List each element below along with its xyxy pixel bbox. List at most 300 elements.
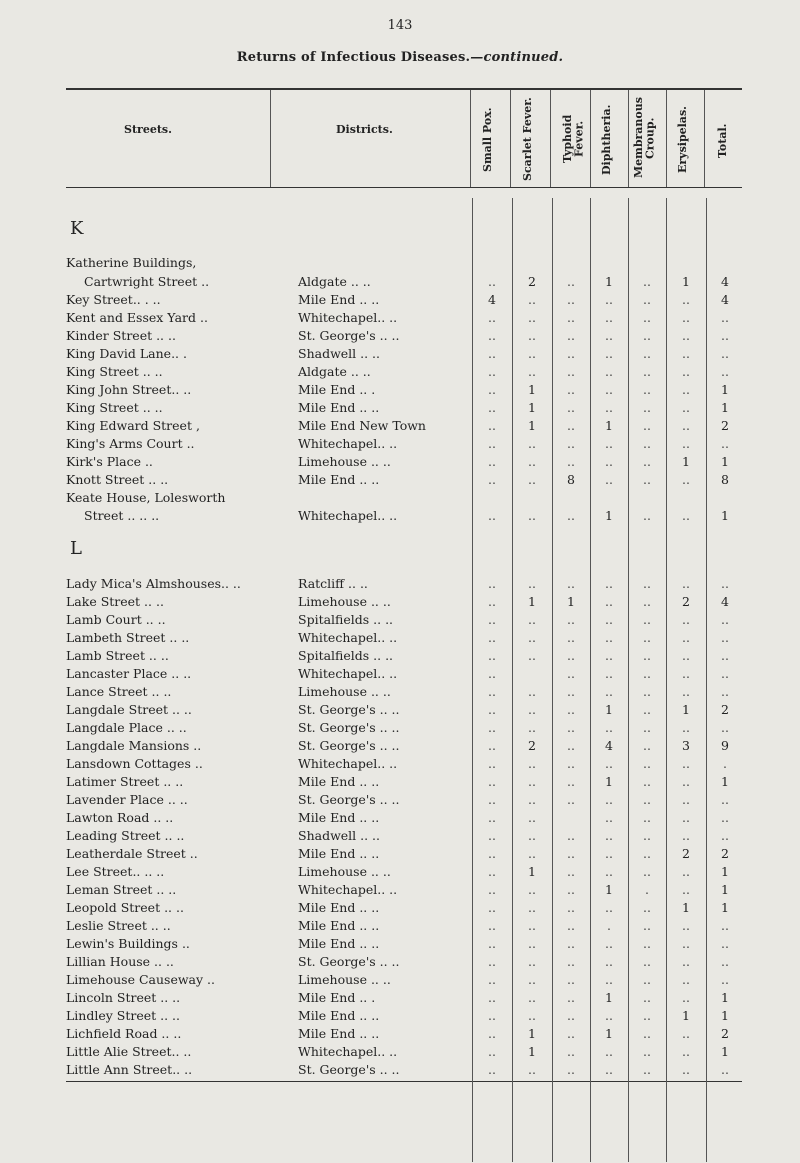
diphtheria-count: .. xyxy=(605,828,613,843)
small-pox-count: .. xyxy=(488,936,496,951)
small-pox-count: .. xyxy=(488,954,496,969)
diphtheria-count: 1 xyxy=(605,508,613,523)
diphtheria-count: 1 xyxy=(605,702,613,717)
typhoid-fever-count: .. xyxy=(567,864,575,879)
membranous-croup-count: .. xyxy=(643,576,651,591)
membranous-croup-count: .. xyxy=(643,720,651,735)
typhoid-fever-count: .. xyxy=(567,1044,575,1059)
scarlet-fever-count: .. xyxy=(528,702,536,717)
header-scarlet-fever: Scarlet Fever. xyxy=(521,97,534,181)
table-row xyxy=(0,882,800,900)
total-count: 1 xyxy=(721,382,729,397)
small-pox-count: .. xyxy=(488,990,496,1005)
street-name: Lewin's Buildings .. xyxy=(66,936,190,951)
total-count: .. xyxy=(721,918,729,933)
district-name: St. George's .. .. xyxy=(298,328,400,343)
typhoid-fever-count: .. xyxy=(567,936,575,951)
street-name: Latimer Street .. .. xyxy=(66,774,184,789)
table-row xyxy=(0,684,800,702)
small-pox-count: .. xyxy=(488,1062,496,1077)
membranous-croup-count: .. xyxy=(643,274,651,289)
membranous-croup-count: .. xyxy=(643,612,651,627)
membranous-croup-count: .. xyxy=(643,1008,651,1023)
total-count: .. xyxy=(721,720,729,735)
district-name: Aldgate .. .. xyxy=(298,274,371,289)
district-name: Mile End .. .. xyxy=(298,1008,380,1023)
typhoid-fever-count: .. xyxy=(567,684,575,699)
table-row xyxy=(0,508,800,526)
scarlet-fever-count: 2 xyxy=(528,274,536,289)
scarlet-fever-count: 1 xyxy=(528,594,536,609)
membranous-croup-count: .. xyxy=(643,364,651,379)
district-name: Mile End .. .. xyxy=(298,900,380,915)
typhoid-fever-count: .. xyxy=(567,310,575,325)
membranous-croup-count: .. xyxy=(643,630,651,645)
erysipelas-count: .. xyxy=(682,648,690,663)
diphtheria-count: .. xyxy=(605,900,613,915)
small-pox-count: .. xyxy=(488,310,496,325)
section-letter: K xyxy=(70,218,84,239)
typhoid-fever-count: .. xyxy=(567,382,575,397)
scarlet-fever-count: .. xyxy=(528,1062,536,1077)
table-row xyxy=(0,310,800,328)
membranous-croup-count: .. xyxy=(643,846,651,861)
typhoid-fever-count: .. xyxy=(567,612,575,627)
scarlet-fever-count: .. xyxy=(528,576,536,591)
diphtheria-count: 1 xyxy=(605,990,613,1005)
scarlet-fever-count: .. xyxy=(528,472,536,487)
typhoid-fever-count: .. xyxy=(567,630,575,645)
scarlet-fever-count: .. xyxy=(528,918,536,933)
typhoid-fever-count: 8 xyxy=(567,472,575,487)
typhoid-fever-count: .. xyxy=(567,454,575,469)
total-count: .. xyxy=(721,630,729,645)
section-letter: L xyxy=(70,538,82,559)
district-name: Mile End .. .. xyxy=(298,1026,380,1041)
district-name: Mile End New Town xyxy=(298,418,426,433)
district-name: Spitalfields .. .. xyxy=(298,648,394,663)
street-name: Langdale Street .. .. xyxy=(66,702,192,717)
diphtheria-count: .. xyxy=(605,472,613,487)
street-name: King Edward Street , xyxy=(66,418,200,433)
membranous-croup-count: .. xyxy=(643,810,651,825)
erysipelas-count: .. xyxy=(682,436,690,451)
total-count: .. xyxy=(721,792,729,807)
table-row xyxy=(0,972,800,990)
small-pox-count: .. xyxy=(488,720,496,735)
scarlet-fever-count: 1 xyxy=(528,1044,536,1059)
membranous-croup-count: .. xyxy=(643,828,651,843)
table-row xyxy=(0,648,800,666)
total-count: .. xyxy=(721,936,729,951)
street-name: Kent and Essex Yard .. xyxy=(66,310,208,325)
table-row xyxy=(0,918,800,936)
typhoid-fever-count: .. xyxy=(567,274,575,289)
erysipelas-count: .. xyxy=(682,918,690,933)
diphtheria-count: .. xyxy=(605,630,613,645)
scarlet-fever-count: .. xyxy=(528,954,536,969)
diphtheria-count: .. xyxy=(605,648,613,663)
total-count: 1 xyxy=(721,1008,729,1023)
table-row xyxy=(0,328,800,346)
scarlet-fever-count: .. xyxy=(528,328,536,343)
table-row xyxy=(0,810,800,828)
small-pox-count: .. xyxy=(488,400,496,415)
erysipelas-count: .. xyxy=(682,400,690,415)
street-name: Langdale Mansions .. xyxy=(66,738,202,753)
membranous-croup-count: .. xyxy=(643,310,651,325)
membranous-croup-count: .. xyxy=(643,472,651,487)
erysipelas-count: .. xyxy=(682,882,690,897)
total-count: 4 xyxy=(721,292,729,307)
erysipelas-count: .. xyxy=(682,418,690,433)
district-name: Mile End .. . xyxy=(298,382,376,397)
erysipelas-count: .. xyxy=(682,810,690,825)
total-count: 2 xyxy=(721,1026,729,1041)
erysipelas-count: .. xyxy=(682,576,690,591)
diphtheria-count: .. xyxy=(605,810,613,825)
small-pox-count: .. xyxy=(488,810,496,825)
erysipelas-count: .. xyxy=(682,472,690,487)
typhoid-fever-count: .. xyxy=(567,418,575,433)
erysipelas-count: 2 xyxy=(682,594,690,609)
district-name: Shadwell .. .. xyxy=(298,346,381,361)
small-pox-count: .. xyxy=(488,576,496,591)
membranous-croup-count: .. xyxy=(643,400,651,415)
header-divider xyxy=(550,90,551,187)
total-count: .. xyxy=(721,364,729,379)
table-row xyxy=(0,594,800,612)
total-count: .. xyxy=(721,576,729,591)
erysipelas-count: .. xyxy=(682,310,690,325)
typhoid-fever-count: .. xyxy=(567,400,575,415)
typhoid-fever-count: .. xyxy=(567,972,575,987)
district-name: Whitechapel.. .. xyxy=(298,882,398,897)
typhoid-fever-count: .. xyxy=(567,364,575,379)
erysipelas-count: .. xyxy=(682,774,690,789)
small-pox-count: .. xyxy=(488,882,496,897)
typhoid-fever-count: .. xyxy=(567,648,575,663)
diphtheria-count: 1 xyxy=(605,418,613,433)
header-erysipelas: Erysipelas. xyxy=(676,106,689,174)
typhoid-fever-count: .. xyxy=(567,918,575,933)
small-pox-count: .. xyxy=(488,972,496,987)
erysipelas-count: .. xyxy=(682,612,690,627)
table-row xyxy=(0,666,800,684)
header-total: Total. xyxy=(716,123,729,159)
total-count: 1 xyxy=(721,900,729,915)
scarlet-fever-count: .. xyxy=(528,684,536,699)
district-name: Mile End .. .. xyxy=(298,810,380,825)
street-name: Keate House, Lolesworth xyxy=(66,490,226,505)
typhoid-fever-count: .. xyxy=(567,954,575,969)
typhoid-fever-count: .. xyxy=(567,1008,575,1023)
district-name: Whitechapel.. .. xyxy=(298,436,398,451)
small-pox-count: .. xyxy=(488,1008,496,1023)
scarlet-fever-count: 1 xyxy=(528,382,536,397)
small-pox-count: .. xyxy=(488,828,496,843)
table-row xyxy=(0,792,800,810)
diphtheria-count: .. xyxy=(605,864,613,879)
total-count: .. xyxy=(721,1062,729,1077)
small-pox-count: .. xyxy=(488,756,496,771)
small-pox-count: .. xyxy=(488,648,496,663)
table-row xyxy=(0,756,800,774)
small-pox-count: 4 xyxy=(488,292,496,307)
table-row xyxy=(0,1008,800,1026)
total-count: .. xyxy=(721,972,729,987)
small-pox-count: .. xyxy=(488,900,496,915)
erysipelas-count: .. xyxy=(682,508,690,523)
erysipelas-count: .. xyxy=(682,328,690,343)
membranous-croup-count: .. xyxy=(643,328,651,343)
typhoid-fever-count: .. xyxy=(567,792,575,807)
district-name: Mile End .. .. xyxy=(298,936,380,951)
typhoid-fever-count: .. xyxy=(567,666,575,681)
street-name: Lillian House .. .. xyxy=(66,954,174,969)
header-diphtheria: Diphtheria. xyxy=(600,104,613,176)
diphtheria-count: .. xyxy=(605,972,613,987)
street-name: Cartwright Street .. xyxy=(84,274,210,289)
table-bottom-rule xyxy=(66,1081,742,1082)
diphtheria-count: .. xyxy=(605,400,613,415)
total-count: 1 xyxy=(721,400,729,415)
small-pox-count: .. xyxy=(488,864,496,879)
erysipelas-count: 1 xyxy=(682,702,690,717)
district-name: Mile End .. .. xyxy=(298,292,380,307)
district-name: Whitechapel.. .. xyxy=(298,1044,398,1059)
district-name: St. George's .. .. xyxy=(298,702,400,717)
small-pox-count: .. xyxy=(488,508,496,523)
membranous-croup-count: .. xyxy=(643,648,651,663)
scarlet-fever-count: .. xyxy=(528,310,536,325)
district-name: Mile End .. .. xyxy=(298,918,380,933)
typhoid-fever-count: .. xyxy=(567,576,575,591)
district-name: St. George's .. .. xyxy=(298,720,400,735)
diphtheria-count: 1 xyxy=(605,274,613,289)
scarlet-fever-count: .. xyxy=(528,436,536,451)
header-divider xyxy=(666,90,667,187)
membranous-croup-count: .. xyxy=(643,508,651,523)
diphtheria-count: .. xyxy=(605,382,613,397)
membranous-croup-count: .. xyxy=(643,454,651,469)
diphtheria-count: .. xyxy=(605,292,613,307)
total-count: .. xyxy=(721,310,729,325)
total-count: .. xyxy=(721,828,729,843)
total-count: .. xyxy=(721,328,729,343)
street-name: King David Lane.. . xyxy=(66,346,187,361)
small-pox-count: .. xyxy=(488,1026,496,1041)
total-count: 1 xyxy=(721,1044,729,1059)
erysipelas-count: 1 xyxy=(682,900,690,915)
total-count: .. xyxy=(721,612,729,627)
diphtheria-count: .. xyxy=(605,436,613,451)
typhoid-fever-count: .. xyxy=(567,846,575,861)
membranous-croup-count: .. xyxy=(643,1044,651,1059)
header-divider xyxy=(590,90,591,187)
district-name: Whitechapel.. .. xyxy=(298,508,398,523)
erysipelas-count: .. xyxy=(682,292,690,307)
scarlet-fever-count: .. xyxy=(528,972,536,987)
street-name: Leading Street .. .. xyxy=(66,828,185,843)
scarlet-fever-count: .. xyxy=(528,900,536,915)
table-row xyxy=(0,846,800,864)
table-row xyxy=(0,1026,800,1044)
erysipelas-count: .. xyxy=(682,936,690,951)
district-name: Whitechapel.. .. xyxy=(298,310,398,325)
street-name: Leslie Street .. .. xyxy=(66,918,171,933)
membranous-croup-count: .. xyxy=(643,684,651,699)
typhoid-fever-count: .. xyxy=(567,328,575,343)
street-name: Lancaster Place .. .. xyxy=(66,666,192,681)
district-name: Whitechapel.. .. xyxy=(298,630,398,645)
membranous-croup-count: .. xyxy=(643,972,651,987)
district-name: Mile End .. .. xyxy=(298,400,380,415)
table-row xyxy=(0,436,800,454)
district-name: St. George's .. .. xyxy=(298,792,400,807)
diphtheria-count: .. xyxy=(605,936,613,951)
small-pox-count: .. xyxy=(488,846,496,861)
typhoid-fever-count: .. xyxy=(567,508,575,523)
membranous-croup-count: .. xyxy=(643,1062,651,1077)
typhoid-fever-count: .. xyxy=(567,702,575,717)
header-divider xyxy=(270,90,271,187)
street-name: Kirk's Place .. xyxy=(66,454,153,469)
header-divider xyxy=(510,90,511,187)
scarlet-fever-count: 1 xyxy=(528,1026,536,1041)
table-row xyxy=(0,612,800,630)
typhoid-fever-count: .. xyxy=(567,346,575,361)
diphtheria-count: .. xyxy=(605,1062,613,1077)
total-count: .. xyxy=(721,954,729,969)
scarlet-fever-count: .. xyxy=(528,936,536,951)
district-name: Ratcliff .. .. xyxy=(298,576,368,591)
total-count: 4 xyxy=(721,594,729,609)
small-pox-count: .. xyxy=(488,702,496,717)
small-pox-count: .. xyxy=(488,594,496,609)
district-name: Whitechapel.. .. xyxy=(298,756,398,771)
total-count: .. xyxy=(721,666,729,681)
total-count: 1 xyxy=(721,990,729,1005)
scarlet-fever-count: .. xyxy=(528,846,536,861)
scarlet-fever-count: 1 xyxy=(528,864,536,879)
table-row xyxy=(0,292,800,310)
total-count: .. xyxy=(721,436,729,451)
erysipelas-count: .. xyxy=(682,756,690,771)
street-name: Little Ann Street.. .. xyxy=(66,1062,193,1077)
table-header-rule xyxy=(66,187,742,188)
diphtheria-count: .. xyxy=(605,756,613,771)
table-row xyxy=(0,454,800,472)
scarlet-fever-count: .. xyxy=(528,292,536,307)
district-name: Limehouse .. .. xyxy=(298,454,391,469)
table-row xyxy=(0,720,800,738)
header-streets: Streets. xyxy=(124,123,172,136)
diphtheria-count: .. xyxy=(605,364,613,379)
district-name: Mile End .. . xyxy=(298,990,376,1005)
scarlet-fever-count: .. xyxy=(528,364,536,379)
district-name: Limehouse .. .. xyxy=(298,594,391,609)
header-typhoid-fever: Typhoid Fever. xyxy=(561,114,586,164)
scarlet-fever-count: 1 xyxy=(528,418,536,433)
header-districts: Districts. xyxy=(336,123,393,136)
street-name: Leman Street .. .. xyxy=(66,882,177,897)
small-pox-count: .. xyxy=(488,346,496,361)
diphtheria-count: .. xyxy=(605,792,613,807)
table-row xyxy=(0,255,800,273)
typhoid-fever-count: .. xyxy=(567,436,575,451)
street-name: Street .. .. .. xyxy=(84,508,160,523)
street-name: Lansdown Cottages .. xyxy=(66,756,203,771)
scarlet-fever-count: .. xyxy=(528,756,536,771)
diphtheria-count: .. xyxy=(605,720,613,735)
small-pox-count: .. xyxy=(488,436,496,451)
street-name: King's Arms Court .. xyxy=(66,436,195,451)
diphtheria-count: .. xyxy=(605,576,613,591)
street-name: Langdale Place .. .. xyxy=(66,720,187,735)
typhoid-fever-count: .. xyxy=(567,292,575,307)
erysipelas-count: 1 xyxy=(682,274,690,289)
scarlet-fever-count: .. xyxy=(528,454,536,469)
street-name: King Street .. .. xyxy=(66,364,163,379)
typhoid-fever-count: .. xyxy=(567,1062,575,1077)
membranous-croup-count: .. xyxy=(643,702,651,717)
district-name: Limehouse .. .. xyxy=(298,684,391,699)
membranous-croup-count: .. xyxy=(643,594,651,609)
erysipelas-count: .. xyxy=(682,720,690,735)
typhoid-fever-count: .. xyxy=(567,990,575,1005)
street-name: Lady Mica's Almshouses.. .. xyxy=(66,576,241,591)
membranous-croup-count: .. xyxy=(643,792,651,807)
district-name: Shadwell .. .. xyxy=(298,828,381,843)
table-row xyxy=(0,774,800,792)
small-pox-count: .. xyxy=(488,1044,496,1059)
street-name: Lamb Court .. .. xyxy=(66,612,166,627)
scarlet-fever-count: .. xyxy=(528,1008,536,1023)
district-name: Limehouse .. .. xyxy=(298,972,391,987)
diphtheria-count: 1 xyxy=(605,882,613,897)
scarlet-fever-count: .. xyxy=(528,882,536,897)
typhoid-fever-count: .. xyxy=(567,900,575,915)
erysipelas-count: .. xyxy=(682,972,690,987)
scarlet-fever-count: .. xyxy=(528,720,536,735)
erysipelas-count: .. xyxy=(682,1026,690,1041)
table-row xyxy=(0,490,800,508)
street-name: Lichfield Road .. .. xyxy=(66,1026,182,1041)
table-row xyxy=(0,418,800,436)
small-pox-count: .. xyxy=(488,774,496,789)
erysipelas-count: .. xyxy=(682,666,690,681)
header-divider xyxy=(628,90,629,187)
scarlet-fever-count: .. xyxy=(528,792,536,807)
diphtheria-count: .. xyxy=(605,954,613,969)
membranous-croup-count: .. xyxy=(643,292,651,307)
table-row xyxy=(0,346,800,364)
small-pox-count: .. xyxy=(488,418,496,433)
street-name: Little Alie Street.. .. xyxy=(66,1044,192,1059)
membranous-croup-count: .. xyxy=(643,382,651,397)
total-count: 2 xyxy=(721,846,729,861)
total-count: .. xyxy=(721,346,729,361)
scarlet-fever-count: .. xyxy=(528,774,536,789)
membranous-croup-count: .. xyxy=(643,436,651,451)
small-pox-count: .. xyxy=(488,918,496,933)
district-name: Aldgate .. .. xyxy=(298,364,371,379)
street-name: Lavender Place .. .. xyxy=(66,792,188,807)
membranous-croup-count: .. xyxy=(643,864,651,879)
street-name: Katherine Buildings, xyxy=(66,255,197,270)
total-count: .. xyxy=(721,810,729,825)
